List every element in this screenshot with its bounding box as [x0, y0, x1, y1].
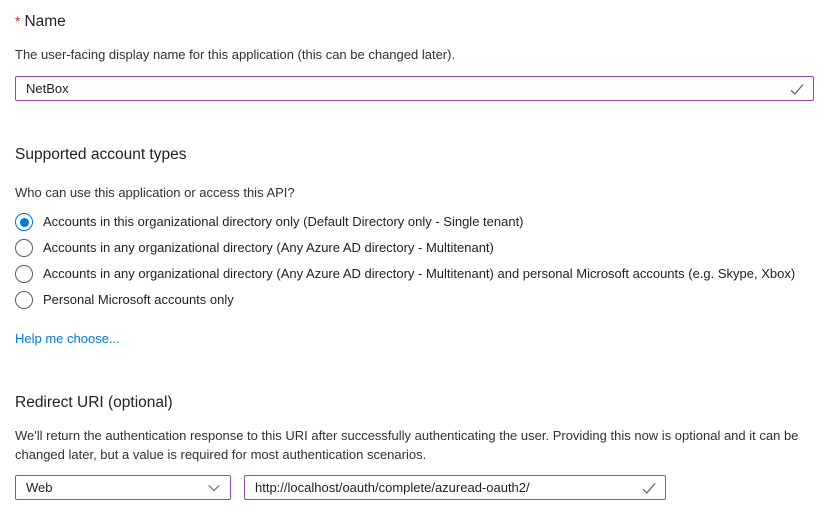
- platform-select-value: Web: [26, 480, 53, 495]
- account-types-question: Who can use this application or access this API?: [15, 185, 295, 200]
- help-me-choose-link[interactable]: Help me choose...: [15, 331, 120, 346]
- radio-option-label: Accounts in this organizational directory only (Default Directory only - Single tenant): [43, 214, 524, 229]
- radio-unselected-icon: [15, 291, 33, 309]
- name-title-text: Name: [24, 13, 66, 30]
- account-types-radio-group: [15, 209, 814, 313]
- chevron-down-icon: [207, 481, 221, 495]
- name-input[interactable]: [15, 76, 814, 101]
- radio-option-personal-only[interactable]: [15, 287, 814, 313]
- valid-check-icon: [789, 81, 805, 97]
- redirect-uri-description: We'll return the authentication response to this URI after successfully authenticating the user. Providing this now is optional and it can be changed later, but a value is required for most authentication scenarios.: [15, 428, 799, 462]
- platform-select[interactable]: [15, 475, 231, 500]
- redirect-uri-input[interactable]: [244, 475, 666, 500]
- radio-option-label: Personal Microsoft accounts only: [43, 292, 234, 307]
- redirect-uri-controls: [15, 475, 814, 500]
- name-description: The user-facing display name for this application (this can be changed later).: [15, 47, 456, 62]
- valid-check-icon: [641, 480, 657, 496]
- redirect-uri-title: Redirect URI (optional): [15, 394, 173, 411]
- name-input-wrap: [15, 76, 814, 101]
- radio-option-multitenant[interactable]: [15, 235, 814, 261]
- radio-option-label: Accounts in any organizational directory (Any Azure AD directory - Multitenant): [43, 240, 494, 255]
- radio-option-single-tenant[interactable]: [15, 209, 814, 235]
- radio-unselected-icon: [15, 239, 33, 257]
- name-section-title: [15, 11, 814, 32]
- radio-option-multitenant-personal[interactable]: [15, 261, 814, 287]
- radio-selected-icon: [15, 213, 33, 231]
- radio-option-label: Accounts in any organizational directory (Any Azure AD directory - Multitenant) and personal Microsoft accounts (e.g. Skype, Xbox): [43, 266, 796, 281]
- required-asterisk: *: [15, 13, 21, 29]
- redirect-uri-input-wrap: [244, 475, 666, 500]
- account-types-title: Supported account types: [15, 146, 187, 163]
- radio-unselected-icon: [15, 265, 33, 283]
